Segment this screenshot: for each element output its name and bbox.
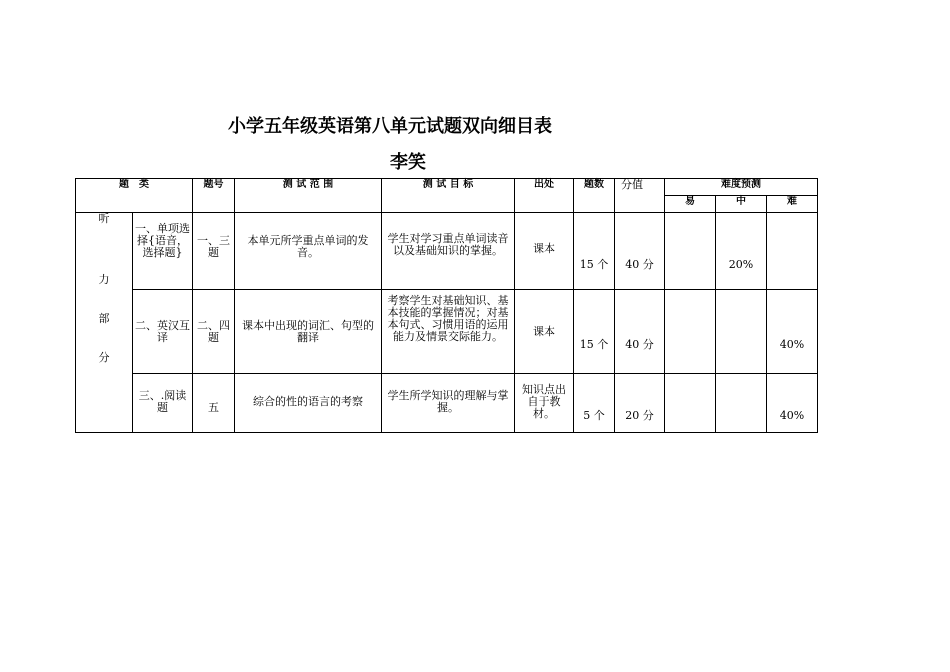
row-easy <box>665 374 716 433</box>
header-medium: 中 <box>716 196 767 213</box>
row-count: 15 个 <box>574 290 615 374</box>
category-cell <box>76 213 133 433</box>
row-scope: 本单元所学重点单词的发音。 <box>235 213 382 290</box>
header-number: 题号 <box>193 179 235 213</box>
table-row <box>76 374 818 433</box>
header-row <box>76 179 818 196</box>
row-count: 15 个 <box>574 213 615 290</box>
row-goal: 考察学生对基础知识、基本技能的掌握情况；对基本句式、习惯用语的运用能力及情景交际能力。 <box>382 290 515 374</box>
row-scope: 综合的性的语言的考察 <box>235 374 382 433</box>
row-source: 课本 <box>515 290 574 374</box>
header-count: 题数 <box>574 179 615 213</box>
row-type: 二、英汉互译 <box>133 290 193 374</box>
row-easy <box>665 290 716 374</box>
header-goal: 测 试 目 标 <box>382 179 515 213</box>
category-char: 力 <box>98 273 110 286</box>
row-medium <box>716 374 767 433</box>
row-goal: 学生所学知识的理解与掌握。 <box>382 374 515 433</box>
row-number: 五 <box>193 374 235 433</box>
category-char: 部 <box>98 312 110 325</box>
document-author: 李笑 <box>390 152 426 173</box>
header-score: 分值 <box>615 179 665 213</box>
row-number: 二、四题 <box>193 290 235 374</box>
table-row <box>76 290 818 374</box>
header-category: 题 类 <box>76 179 193 213</box>
row-medium: 20% <box>716 213 767 290</box>
header-scope: 测 试 范 围 <box>235 179 382 213</box>
row-hard: 40% <box>767 374 818 433</box>
row-count: 5 个 <box>574 374 615 433</box>
table-row <box>76 213 818 290</box>
row-source: 知识点出自于教材。 <box>515 374 574 433</box>
category-char: 分 <box>98 351 110 364</box>
row-easy <box>665 213 716 290</box>
row-medium <box>716 290 767 374</box>
row-hard <box>767 213 818 290</box>
header-hard: 难 <box>767 196 818 213</box>
row-score: 20 分 <box>615 374 665 433</box>
row-type: 三、.阅读题 <box>133 374 193 433</box>
row-type: 一、单项选择{语音，选择题} <box>133 213 193 290</box>
row-goal: 学生对学习重点单词读音以及基础知识的掌握。 <box>382 213 515 290</box>
category-char: 听 <box>98 212 110 225</box>
row-score: 40 分 <box>615 213 665 290</box>
row-source: 课本 <box>515 213 574 290</box>
header-source: 出处 <box>515 179 574 213</box>
spec-table <box>75 178 818 433</box>
row-hard: 40% <box>767 290 818 374</box>
header-difficulty: 难度预测 <box>665 179 818 196</box>
header-easy: 易 <box>665 196 716 213</box>
row-number: 一、三题 <box>193 213 235 290</box>
row-score: 40 分 <box>615 290 665 374</box>
document-title: 小学五年级英语第八单元试题双向细目表 <box>228 116 552 137</box>
row-scope: 课本中出现的词汇、句型的翻译 <box>235 290 382 374</box>
